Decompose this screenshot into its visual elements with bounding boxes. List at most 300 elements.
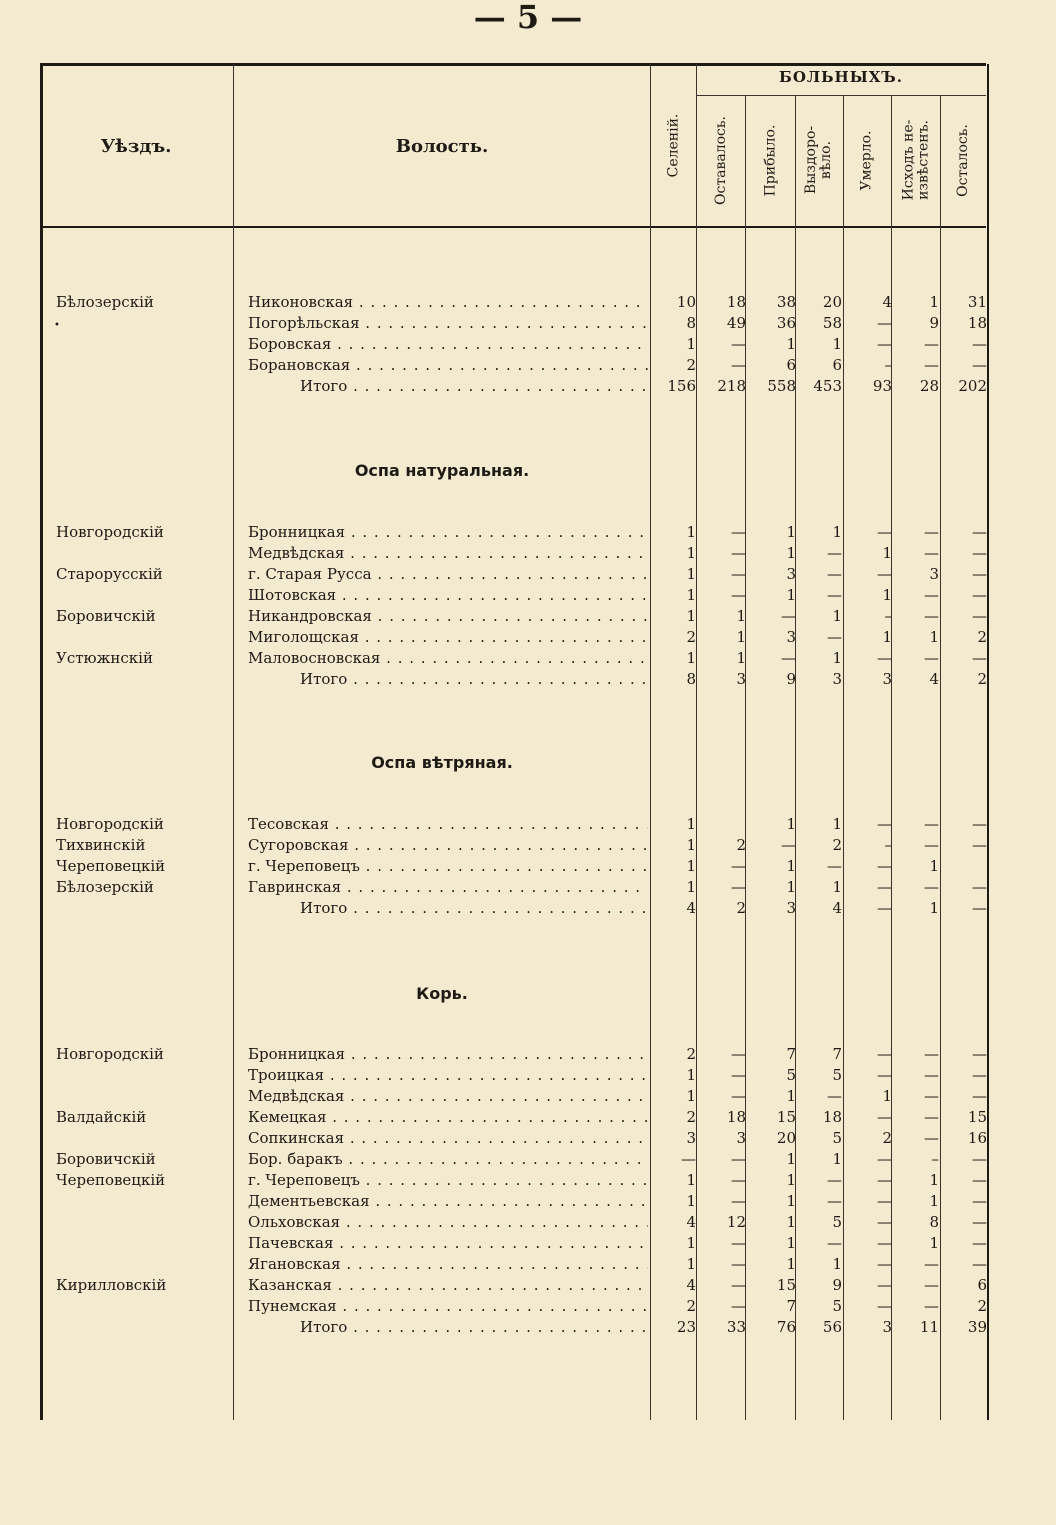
value-cell: 20: [776, 1129, 796, 1147]
value-cell: —: [924, 544, 939, 562]
value-cell: —: [972, 586, 987, 604]
volost-cell: Сопкинская . . .: [248, 1128, 648, 1149]
value-cell: —: [731, 335, 746, 353]
value-cell: —: [972, 899, 987, 917]
value-cell: —: [972, 1066, 987, 1084]
volost-cell: Никандровская . . .: [248, 606, 648, 627]
value-cell: 4: [882, 293, 892, 311]
table-row: [40, 292, 986, 313]
bullet-mark: •: [54, 320, 60, 331]
value-cell: 18: [726, 1108, 746, 1126]
value-cell: 1: [832, 1255, 842, 1273]
value-cell: 1: [786, 1171, 796, 1189]
value-cell: –: [884, 836, 892, 854]
value-cell: —: [877, 878, 892, 896]
page-number: — 5 —: [473, 0, 583, 36]
volost-cell: Борановская . . .: [248, 355, 648, 376]
table-row: [40, 877, 986, 898]
table-row: [40, 543, 986, 564]
value-cell: 2: [686, 1297, 696, 1315]
header-bolnyh: БОЛЬНЫХЪ.: [779, 68, 903, 86]
value-cell: 18: [726, 293, 746, 311]
value-cell: —: [781, 607, 796, 625]
value-cell: 20: [822, 293, 842, 311]
value-cell: 5: [786, 1066, 796, 1084]
value-cell: 1: [686, 1234, 696, 1252]
value-cell: —: [827, 1171, 842, 1189]
value-cell: 7: [786, 1045, 796, 1063]
value-cell: —: [972, 1213, 987, 1231]
value-cell: 5: [832, 1297, 842, 1315]
value-cell: —: [877, 523, 892, 541]
value-cell: 558: [767, 377, 796, 395]
value-cell: 56: [822, 1318, 842, 1336]
value-cell: 1: [832, 878, 842, 896]
table-row: [40, 856, 986, 877]
value-cell: —: [877, 1276, 892, 1294]
value-cell: —: [731, 1150, 746, 1168]
value-cell: —: [924, 1276, 939, 1294]
value-cell: 1: [786, 815, 796, 833]
table-row: [40, 835, 986, 856]
value-cell: —: [731, 1087, 746, 1105]
value-cell: 18: [967, 314, 987, 332]
value-cell: 1: [786, 1192, 796, 1210]
value-cell: —: [924, 1255, 939, 1273]
value-cell: —: [972, 1045, 987, 1063]
value-cell: 23: [676, 1318, 696, 1336]
value-cell: —: [972, 335, 987, 353]
value-cell: —: [877, 565, 892, 583]
value-cell: —: [877, 314, 892, 332]
value-cell: 4: [686, 1213, 696, 1231]
value-cell: 1: [686, 335, 696, 353]
value-cell: —: [877, 1108, 892, 1126]
table-row: [40, 606, 986, 627]
value-cell: 2: [882, 1129, 892, 1147]
table-row: [40, 1212, 986, 1233]
volost-cell: Маловосновская . . .: [248, 648, 648, 669]
table-row: [40, 1065, 986, 1086]
value-cell: 1: [686, 857, 696, 875]
value-cell: 1: [832, 1150, 842, 1168]
value-cell: —: [972, 815, 987, 833]
value-cell: 1: [686, 1255, 696, 1273]
value-cell: 1: [929, 899, 939, 917]
value-cell: 8: [929, 1213, 939, 1231]
value-cell: —: [877, 1213, 892, 1231]
value-cell: —: [972, 356, 987, 374]
value-cell: —: [924, 1045, 939, 1063]
value-cell: 202: [958, 377, 987, 395]
value-cell: 1: [786, 1087, 796, 1105]
volost-cell: Сугоровская . . .: [248, 835, 648, 856]
value-cell: 1: [786, 857, 796, 875]
header-volost: Волость.: [395, 136, 489, 157]
value-cell: —: [972, 1171, 987, 1189]
value-cell: —: [731, 1297, 746, 1315]
section-title: Оспа натуральная.: [354, 461, 530, 480]
value-cell: 1: [929, 1192, 939, 1210]
value-cell: 1: [882, 586, 892, 604]
section-title: Корь.: [416, 984, 468, 1003]
value-cell: 4: [929, 670, 939, 688]
value-cell: 4: [832, 899, 842, 917]
value-cell: —: [924, 335, 939, 353]
volost-cell: Погорѣльская . . .: [248, 313, 648, 334]
volost-cell: Бронницкая . . .: [248, 1044, 648, 1065]
uezd-cell: Бѣлозерскій: [56, 878, 154, 896]
value-cell: 1: [832, 607, 842, 625]
value-cell: 1: [736, 649, 746, 667]
value-cell: 1: [786, 878, 796, 896]
table-row: [40, 814, 986, 835]
volost-cell: Дементьевская . . .: [248, 1191, 648, 1212]
value-cell: 6: [786, 356, 796, 374]
value-cell: —: [924, 586, 939, 604]
value-cell: 2: [977, 670, 987, 688]
value-cell: —: [877, 335, 892, 353]
volost-cell: Итого . . .: [248, 376, 648, 397]
value-cell: 2: [736, 899, 746, 917]
uezd-cell: Тихвинскій: [56, 836, 146, 854]
uezd-cell: Валдайскій: [56, 1108, 147, 1126]
volost-cell: Бор. баракъ . . .: [248, 1149, 648, 1170]
volost-cell: Итого . . .: [248, 898, 648, 919]
volost-cell: г. Череповецъ . . .: [248, 1170, 648, 1191]
value-cell: 1: [786, 1213, 796, 1231]
value-cell: —: [827, 565, 842, 583]
volost-cell: Гавринская . . .: [248, 877, 648, 898]
value-cell: 31: [967, 293, 987, 311]
value-cell: 1: [929, 857, 939, 875]
value-cell: 58: [822, 314, 842, 332]
value-cell: —: [731, 1045, 746, 1063]
value-cell: 1: [832, 523, 842, 541]
value-cell: 1: [832, 815, 842, 833]
value-cell: 3: [882, 670, 892, 688]
value-cell: —: [731, 565, 746, 583]
value-cell: —: [972, 607, 987, 625]
table-row: [40, 1107, 986, 1128]
value-cell: —: [731, 1171, 746, 1189]
volost-cell: Медвѣдская . . .: [248, 1086, 648, 1107]
value-cell: 49: [726, 314, 746, 332]
value-cell: 1: [929, 1234, 939, 1252]
total-row: [40, 898, 986, 919]
value-cell: 9: [929, 314, 939, 332]
total-row: [40, 1317, 986, 1338]
value-cell: 1: [686, 878, 696, 896]
table-row: [40, 1191, 986, 1212]
value-cell: 2: [977, 628, 987, 646]
table-row: [40, 522, 986, 543]
value-cell: 3: [882, 1318, 892, 1336]
table-row: [40, 1170, 986, 1191]
table-row: [40, 648, 986, 669]
value-cell: —: [731, 1192, 746, 1210]
volost-cell: Пунемская . . .: [248, 1296, 648, 1317]
value-cell: 1: [686, 523, 696, 541]
table-row: [40, 1275, 986, 1296]
header-uezd: Уѣздъ.: [100, 136, 172, 157]
value-cell: —: [827, 628, 842, 646]
value-cell: 1: [686, 1087, 696, 1105]
volost-cell: Ольховская . . .: [248, 1212, 648, 1233]
value-cell: 1: [929, 1171, 939, 1189]
value-cell: 3: [929, 565, 939, 583]
table-row: [40, 1254, 986, 1275]
volost-cell: Миголощская . . .: [248, 627, 648, 648]
value-cell: 1: [832, 649, 842, 667]
value-cell: 8: [686, 314, 696, 332]
value-cell: —: [877, 1234, 892, 1252]
value-cell: 6: [832, 356, 842, 374]
value-cell: 7: [786, 1297, 796, 1315]
value-cell: 1: [929, 293, 939, 311]
value-cell: 1: [832, 335, 842, 353]
value-cell: —: [972, 565, 987, 583]
value-cell: —: [972, 649, 987, 667]
uezd-cell: Боровичскій: [56, 1150, 156, 1168]
value-cell: —: [731, 1276, 746, 1294]
header-ostalos: Осталось.: [954, 123, 971, 197]
value-cell: 1: [882, 1087, 892, 1105]
value-cell: 39: [967, 1318, 987, 1336]
value-cell: —: [877, 1255, 892, 1273]
value-cell: —: [877, 649, 892, 667]
value-cell: 18: [822, 1108, 842, 1126]
header-umerlo: Умерло.: [859, 129, 875, 191]
value-cell: 2: [736, 836, 746, 854]
header-ishod: Исходъ не- извѣстенъ.: [900, 119, 932, 201]
value-cell: 1: [786, 335, 796, 353]
value-cell: 1: [786, 523, 796, 541]
value-cell: 1: [686, 649, 696, 667]
table-row: [40, 1128, 986, 1149]
value-cell: —: [877, 815, 892, 833]
uezd-cell: Устюжнскій: [56, 649, 153, 667]
table-row: [40, 585, 986, 606]
value-cell: 2: [686, 1045, 696, 1063]
value-cell: 1: [686, 836, 696, 854]
value-cell: 3: [786, 565, 796, 583]
header-vyzdorovelo: Выздоро- вѣло.: [803, 125, 835, 195]
volost-cell: Троицкая . . .: [248, 1065, 648, 1086]
value-cell: 2: [686, 356, 696, 374]
value-cell: 93: [872, 377, 892, 395]
section-title: Оспа вѣтряная.: [371, 753, 513, 772]
value-cell: 156: [667, 377, 696, 395]
value-cell: —: [827, 1234, 842, 1252]
value-cell: —: [681, 1150, 696, 1168]
value-cell: 1: [686, 815, 696, 833]
value-cell: 15: [776, 1108, 796, 1126]
value-cell: 2: [686, 628, 696, 646]
header-ostavalos: Оставалось.: [712, 115, 729, 205]
value-cell: 1: [786, 1255, 796, 1273]
value-cell: 1: [786, 1150, 796, 1168]
value-cell: —: [877, 1066, 892, 1084]
value-cell: —: [972, 544, 987, 562]
table-row: [40, 1149, 986, 1170]
value-cell: —: [731, 857, 746, 875]
value-cell: 1: [929, 628, 939, 646]
value-cell: —: [924, 607, 939, 625]
value-cell: 1: [686, 544, 696, 562]
value-cell: —: [731, 544, 746, 562]
value-cell: 38: [776, 293, 796, 311]
volost-cell: Казанская . . .: [248, 1275, 648, 1296]
value-cell: 1: [736, 607, 746, 625]
value-cell: —: [972, 836, 987, 854]
uezd-cell: Череповецкій: [56, 1171, 166, 1189]
value-cell: —: [972, 1234, 987, 1252]
table-row: [40, 1044, 986, 1065]
value-cell: 1: [686, 586, 696, 604]
value-cell: —: [924, 878, 939, 896]
volost-cell: Тесовская . . .: [248, 814, 648, 835]
value-cell: 2: [832, 836, 842, 854]
uezd-cell: Кирилловскій: [56, 1276, 167, 1294]
value-cell: —: [972, 1150, 987, 1168]
value-cell: —: [731, 878, 746, 896]
value-cell: 1: [882, 544, 892, 562]
value-cell: –: [931, 1150, 939, 1168]
value-cell: 36: [776, 314, 796, 332]
value-cell: 1: [686, 1192, 696, 1210]
volost-cell: Бронницкая . . .: [248, 522, 648, 543]
value-cell: —: [827, 857, 842, 875]
value-cell: 1: [686, 565, 696, 583]
value-cell: —: [972, 878, 987, 896]
value-cell: 1: [786, 544, 796, 562]
total-row: [40, 376, 986, 397]
value-cell: 1: [736, 628, 746, 646]
value-cell: —: [924, 836, 939, 854]
volost-cell: г. Старая Русса . . .: [248, 564, 648, 585]
table-row: [40, 334, 986, 355]
value-cell: 3: [686, 1129, 696, 1147]
value-cell: —: [731, 1255, 746, 1273]
value-cell: —: [924, 1087, 939, 1105]
value-cell: —: [924, 523, 939, 541]
table-row: [40, 627, 986, 648]
table-row: [40, 564, 986, 585]
value-cell: 16: [967, 1129, 987, 1147]
volost-cell: Ягановская . . .: [248, 1254, 648, 1275]
volost-cell: г. Череповецъ . . .: [248, 856, 648, 877]
value-cell: —: [972, 523, 987, 541]
value-cell: 3: [736, 670, 746, 688]
value-cell: —: [972, 1255, 987, 1273]
uezd-cell: Бѣлозерскій: [56, 293, 154, 311]
total-row: [40, 669, 986, 690]
value-cell: 4: [686, 899, 696, 917]
value-cell: —: [731, 1066, 746, 1084]
value-cell: —: [781, 649, 796, 667]
value-cell: —: [924, 1066, 939, 1084]
value-cell: 1: [686, 1066, 696, 1084]
value-cell: —: [827, 1087, 842, 1105]
value-cell: 1: [686, 1171, 696, 1189]
table-row: [40, 1296, 986, 1317]
volost-cell: Медвѣдская . . .: [248, 543, 648, 564]
uezd-cell: Новгородскій: [56, 1045, 164, 1063]
uezd-cell: Череповецкій: [56, 857, 166, 875]
value-cell: 1: [686, 607, 696, 625]
value-cell: 33: [726, 1318, 746, 1336]
value-cell: 453: [813, 377, 842, 395]
volost-cell: Шотовская . . .: [248, 585, 648, 606]
value-cell: —: [924, 1129, 939, 1147]
uezd-cell: Новгородскій: [56, 815, 164, 833]
value-cell: 3: [786, 899, 796, 917]
value-cell: 11: [919, 1318, 939, 1336]
value-cell: —: [972, 1087, 987, 1105]
value-cell: —: [972, 1192, 987, 1210]
uezd-cell: Новгородскій: [56, 523, 164, 541]
value-cell: 3: [786, 628, 796, 646]
value-cell: 3: [736, 1129, 746, 1147]
value-cell: —: [877, 1150, 892, 1168]
value-cell: 2: [977, 1297, 987, 1315]
value-cell: 9: [832, 1276, 842, 1294]
value-cell: 7: [832, 1045, 842, 1063]
value-cell: —: [924, 1297, 939, 1315]
value-cell: 12: [726, 1213, 746, 1231]
value-cell: —: [731, 523, 746, 541]
value-cell: 1: [786, 1234, 796, 1252]
table-row: [40, 313, 986, 334]
value-cell: 218: [717, 377, 746, 395]
value-cell: 76: [776, 1318, 796, 1336]
volost-cell: Пачевская . . .: [248, 1233, 648, 1254]
value-cell: —: [924, 815, 939, 833]
volost-cell: Итого . . .: [248, 669, 648, 690]
table-row: [40, 1086, 986, 1107]
volost-cell: Боровская . . .: [248, 334, 648, 355]
value-cell: —: [827, 586, 842, 604]
header-bottom-rule: [40, 226, 986, 228]
table-row: [40, 355, 986, 376]
value-cell: —: [731, 586, 746, 604]
uezd-cell: Старорусскій: [56, 565, 163, 583]
value-cell: 6: [977, 1276, 987, 1294]
value-cell: —: [731, 1234, 746, 1252]
uezd-cell: Боровичскій: [56, 607, 156, 625]
value-cell: —: [877, 1297, 892, 1315]
value-cell: 15: [776, 1276, 796, 1294]
value-cell: 1: [786, 586, 796, 604]
value-cell: —: [877, 899, 892, 917]
header-pribylo: Прибыло.: [762, 124, 779, 196]
table-row: [40, 1233, 986, 1254]
value-cell: 15: [967, 1108, 987, 1126]
value-cell: —: [827, 1192, 842, 1210]
value-cell: 1: [882, 628, 892, 646]
volost-cell: Никоновская . . .: [248, 292, 648, 313]
value-cell: —: [781, 836, 796, 854]
value-cell: 2: [686, 1108, 696, 1126]
value-cell: 5: [832, 1066, 842, 1084]
value-cell: —: [877, 1192, 892, 1210]
volost-cell: Итого . . .: [248, 1317, 648, 1338]
value-cell: —: [924, 1108, 939, 1126]
value-cell: —: [827, 544, 842, 562]
value-cell: 8: [686, 670, 696, 688]
value-cell: –: [884, 607, 892, 625]
